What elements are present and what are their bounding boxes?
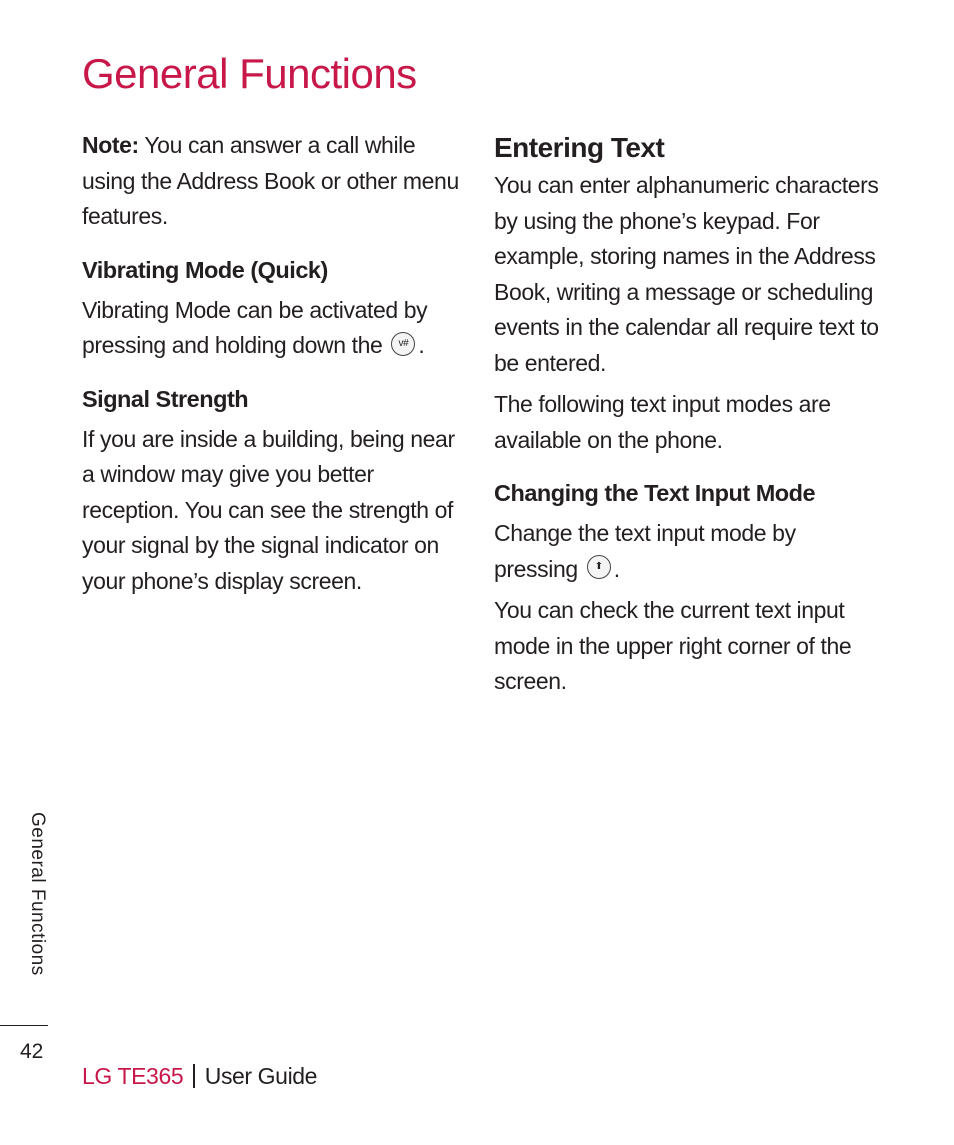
footer-guide: User Guide [204,1063,318,1089]
vibrating-section [82,253,470,364]
entering-paragraph-2: The following text input modes are available on the phone. [494,391,831,453]
right-column [494,128,884,700]
changing-paragraph-2: You can check the current text input mode in the upper right corner of the screen. [494,597,852,694]
changing-heading: Changing the Text Input Mode [494,480,816,506]
signal-heading: Signal Strength [82,385,249,412]
entering-paragraph-1: You can enter alphanumeric characters by using the phone’s keypad. For example, storing names in the Address Book, writing a message or scheduling events in the calendar all require text to be entered. [494,172,879,376]
page-number: 42 [20,1040,44,1063]
left-column [82,128,470,599]
note-text: You can answer a call while using the Address Book or other menu features. [82,132,459,229]
vibrating-heading: Vibrating Mode (Quick) [82,256,328,283]
footer-separator [193,1064,195,1088]
signal-paragraph: If you are inside a building, being near a window may give you better reception. You can see the strength of your signal by the signal indicator on your phone’s display screen. [82,425,455,594]
shift-key-icon: ⬆ [587,555,611,579]
side-section-label: General Functions [27,812,48,976]
footer [82,1063,317,1090]
note-paragraph [82,128,470,235]
vibrate-hash-key-icon: v# [391,332,415,356]
note-lead: Note: [82,132,139,158]
changing-text-end: . [613,555,620,582]
footer-model: LG TE365 [82,1063,184,1089]
vibrating-text-end: . [418,332,425,358]
side-divider [0,1025,48,1026]
entering-heading: Entering Text [494,132,665,163]
page-title: General Functions [82,50,417,97]
signal-section [82,382,470,600]
changing-section [494,476,884,700]
changing-text: Change the text input mode by pressing [494,520,796,582]
vibrating-text: Vibrating Mode can be activated by pressing and holding down the [82,296,428,358]
changing-paragraph-1 [494,516,884,587]
vibrating-paragraph [82,293,470,364]
